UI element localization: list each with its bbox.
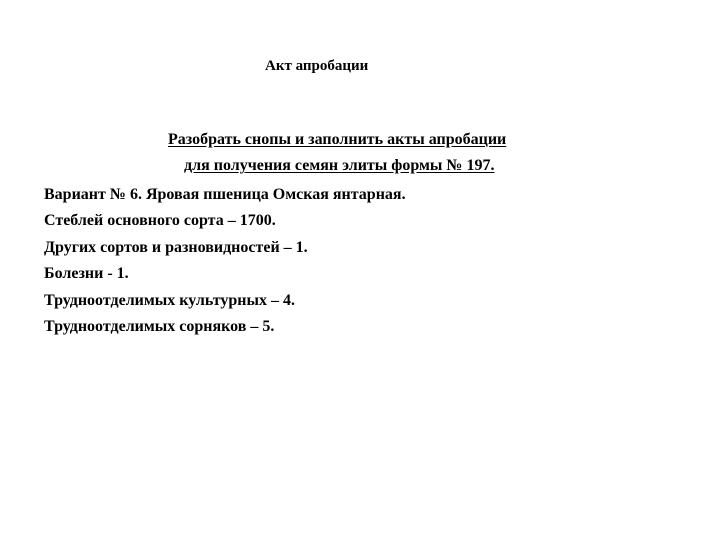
details-list [44, 182, 406, 340]
detail-hard-to-separate-weeds: Трудноотделимых сорняков – 5. [44, 318, 275, 336]
task-line: для получения семян элиты формы № 197. [184, 157, 495, 174]
detail-variant: Вариант № 6. Яровая пшеница Омская янтарная. [44, 186, 406, 203]
detail-main-variety-stems: Стеблей основного сорта – 1700. [44, 212, 276, 230]
detail-hard-to-separate-crops: Трудноотделимых культурных – 4. [44, 291, 295, 309]
detail-diseases: Болезни - 1. [44, 265, 129, 283]
slide-title: Акт апробации [265, 58, 369, 74]
detail-other-varieties: Других сортов и разновидностей – 1. [44, 238, 308, 256]
task-line: Разобрать снопы и заполнить акты апробации [168, 131, 507, 148]
